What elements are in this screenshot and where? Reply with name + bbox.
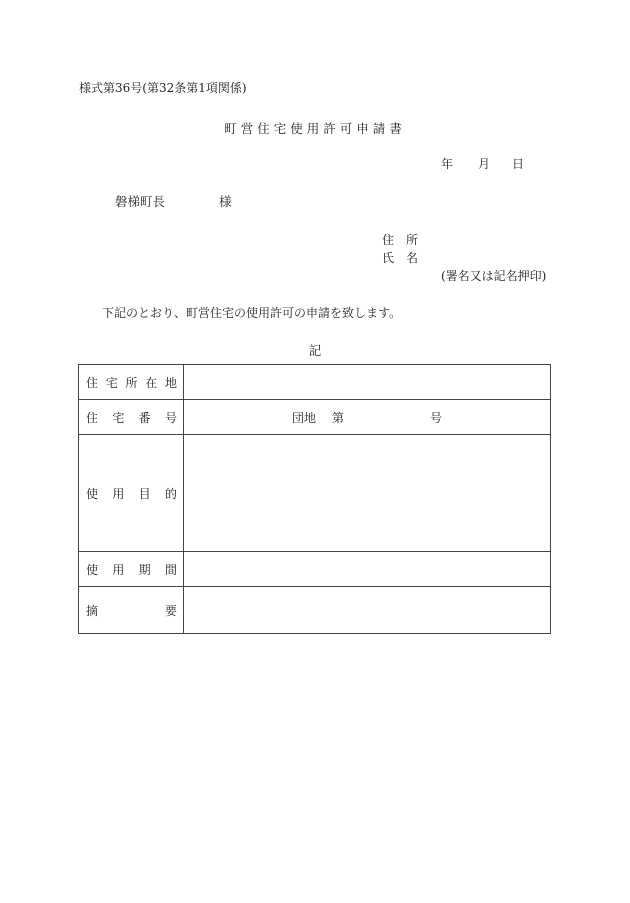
label-char: 在 [145,375,158,390]
row-label-housing-number [79,409,183,426]
table-label-cell [79,587,184,634]
label-char: 摘 [86,603,99,618]
date-year: 年 [441,157,454,171]
period-field[interactable] [184,552,551,587]
document-title: 町営住宅使用許可申請書 [224,121,406,136]
label-char: 目 [138,486,151,501]
label-char: 住 [86,375,99,390]
application-details-table [78,364,551,634]
label-char: 宅 [112,410,125,425]
table-row [79,400,551,435]
housing-number-field[interactable] [184,400,551,435]
row-label-period [79,561,183,578]
table-row [79,435,551,552]
row-label-purpose [79,485,183,502]
complex-text: 団地 [291,410,316,425]
label-char: 要 [164,603,177,618]
label-char: 間 [164,562,177,577]
applicant-address-label: 住 所 [382,233,419,247]
label-char: 所 [125,375,138,390]
table-label-cell [79,400,184,435]
form-number: 様式第36号(第32条第1項関係) [79,81,247,95]
dai-text: 第 [331,410,344,425]
purpose-field[interactable] [184,435,551,552]
label-char: 用 [112,486,125,501]
remarks-field[interactable] [184,587,551,634]
request-statement: 下記のとおり、町営住宅の使用許可の申請を致します。 [102,306,402,320]
label-char: 号 [164,410,177,425]
table-label-cell [79,552,184,587]
date-month: 月 [478,157,491,171]
signature-note: (署名又は記名押印) [441,269,547,283]
addressee-name: 磐梯町長 [115,194,166,209]
addressee-honorific: 様 [219,194,232,209]
table-label-cell [79,435,184,552]
label-char: 住 [86,410,99,425]
label-char: 使 [86,486,99,501]
label-char: 地 [164,375,177,390]
label-char: 使 [86,562,99,577]
label-char: 的 [164,486,177,501]
date-day: 日 [512,157,525,171]
table-row [79,365,551,400]
label-char: 番 [138,410,151,425]
label-char: 期 [138,562,151,577]
ki-heading: 記 [308,343,322,358]
row-label-housing-location [79,374,183,391]
table-label-cell [79,365,184,400]
table-row [79,587,551,634]
applicant-name-label: 氏 名 [382,251,419,265]
go-text: 号 [430,410,443,425]
housing-location-field[interactable] [184,365,551,400]
row-label-remarks [79,602,183,619]
label-char: 用 [112,562,125,577]
table-row [79,552,551,587]
label-char: 宅 [105,375,118,390]
